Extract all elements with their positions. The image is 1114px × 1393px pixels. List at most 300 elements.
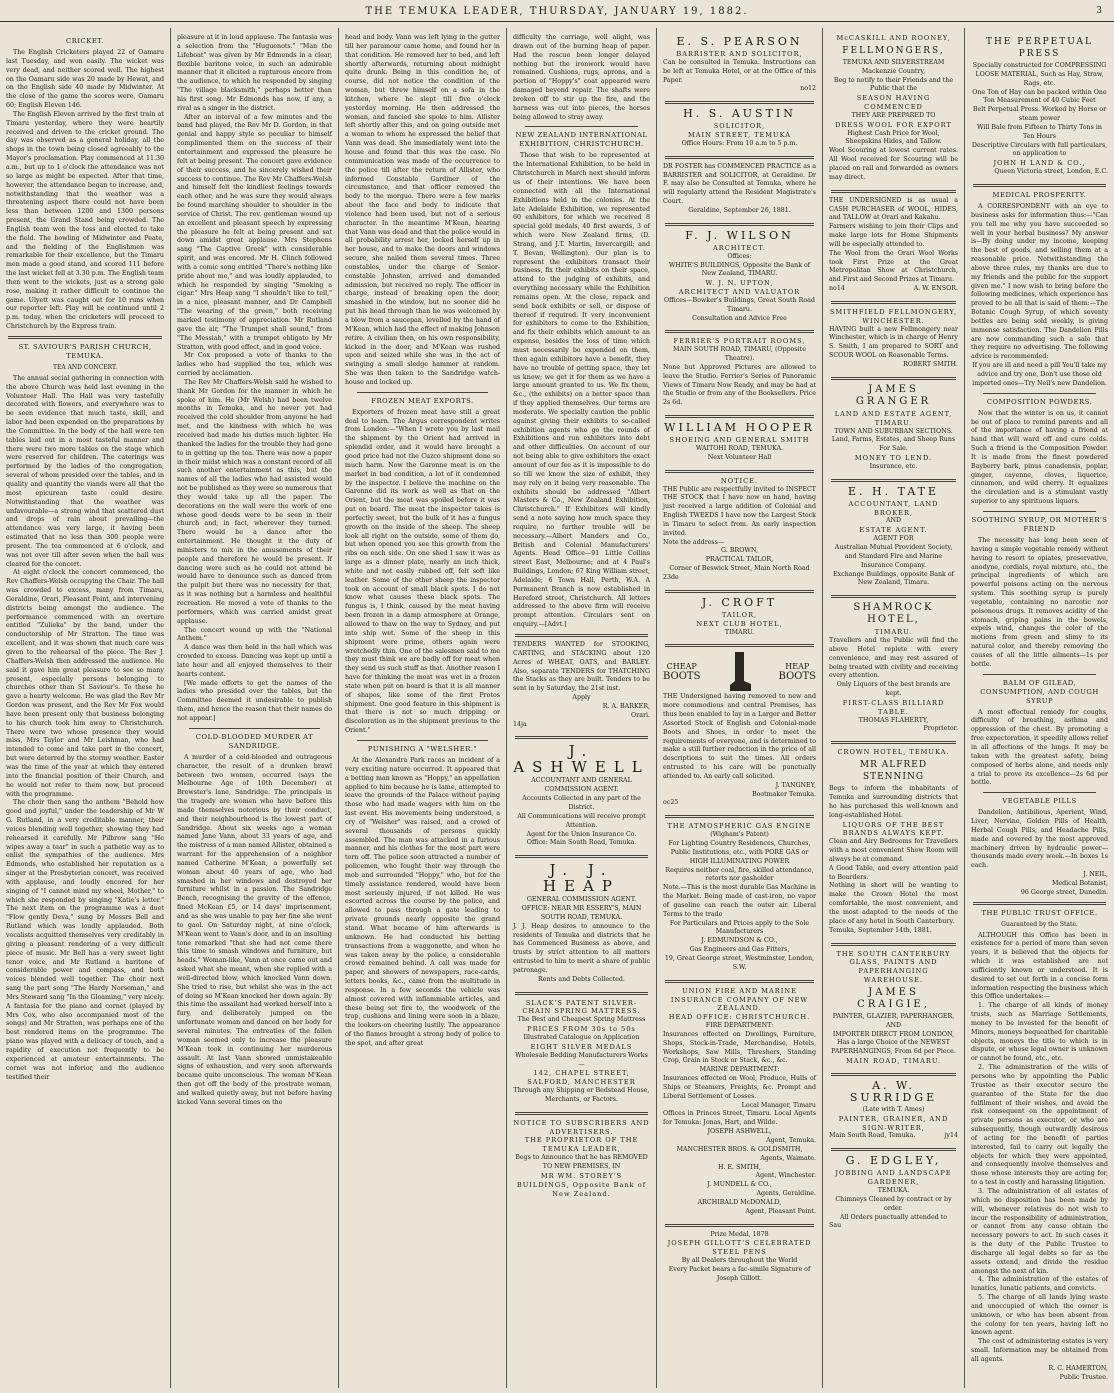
slack-ad: [513, 999, 650, 1108]
article-paragraph: 3. The administration of all estates of which no disposition has been made by will, whenever relatives do not wish to incur the responsibility of administration, or cannot from any cause obtain the necessary powers to act. In such cases it is the duty of the Public Trustee to discharge all legal debts so far as the assets extend, and divide the residue amongst the next of kin.: [971, 1187, 1108, 1275]
ad-text: Apply: [572, 694, 591, 702]
article-paragraph: A most effectual remedy for coughs, difficulty of breathing, asthma and oppression of the chest. By promoting a free expectoration, it speedily allows relief in all affections of the lungs. It may be taken with the greatest safety, being composed of herbs alone, and needs only a trial to prove its excellence—2s 6d per bottle.: [971, 708, 1108, 787]
granger-ad: [829, 384, 958, 475]
ad-name: G. BROWN,: [721, 547, 758, 555]
ad-text: Farmers wishing to join their Clips and make large lots for Home Shipments will be especially attended to.: [829, 223, 958, 248]
ad-text: HAVING built a new Fellmongery near Winchester, which is in charge of Henry S. Smith, I am prepared to SORT and SCOUR WOOL on Reasonable Terms.: [829, 325, 958, 360]
divider: [665, 1224, 814, 1227]
ad-text: JOBBING AND LANDSCAPE GARDENER,: [835, 1169, 952, 1187]
ad-text: Agents, Geraldine.: [756, 1190, 816, 1198]
ad-text: 96 George street, Dunedin.: [1020, 888, 1108, 896]
divider: [665, 330, 814, 333]
ad-text: Can be consulted in Temuka. Instructions can be left at Temuka Hotel, or at the Office of this Paper.: [663, 58, 816, 84]
ad-text: TIMARU.: [874, 628, 913, 637]
ad-text: Chimneys Cleaned by contract or by order.: [835, 1195, 952, 1212]
ad-text: Note.—This is the most durable Gas Machine in the Market. Being made of cast-iron, no vapor of gasoline can reach the outer air. Liberal Terms to the trade: [663, 884, 816, 918]
ad-text: Queen Victoria street, London, E.C.: [994, 168, 1108, 176]
union-insurance-ad: [663, 987, 816, 1220]
ad-title: MR ALFRED STENNING: [859, 760, 928, 783]
ad-name: ROBERT SMITH.: [903, 361, 958, 368]
ad-title: THE SOUTH CANTERBURY: [836, 949, 951, 958]
ad-title: JAMES CRAIGIE,: [857, 986, 930, 1010]
article-paragraph: head and body. Vann was left lying in the gutter till her paramour came home, and found her in that condition. He removed her to bed, and left shortly afterwards, returning about midnight quite drunk. Being in this condition he, of course, did not notice the condition of the woman, but threw himself on a sofa in the kitchen, where he slept till five o'clock yesterday morning. He then addressed the woman, and fancied she spoke to him. Allister left shortly after this, and on going outside met a woman to whom he expressed the belief that Vann was dead. She immediately went into the house and found that this was the case. No communication was made of the occurrence to the police till after the return of Allister, who informed Constable Gardiner of the circumstance, and that officer removed the body to the morgue. There were a few marks about the face and body to indicate that violence had been used, but not of a serious character. In the meantime M'Kean, hearing that Vann was dead and that the police would in all probability arrest her, locked herself up in her house, and to make the doors and windows secure, she nailed them several times. Three constables, under the charge of Senior-constable Johnston, arrived and demanded admission, but received no reply. The officer in charge, instead of breaking open the door, smashed in the window, but no sooner did he put his head through than he was welcomed by a blow from a saucepan, levelled by the hand of M'Kean, which had the effect of making Johnson retire. A civilian then, on his own responsibility, kicked in the door, and M'Kean was rushed upon and seized while she was in the act of swinging a small sledge hammer at random. She was then taken to the Sandridge watch-house and locked up.: [345, 34, 500, 386]
article-paragraph: Exporters of frozen meat have still a great deal to learn. The Argus correspondent writes from London:—"When I wrote you by last mail the shipment by the Orient had arrived in splendid order, and it would have brought a good price had not the Cuzco shipment done so much harm. Now the Garonne meat is on the market in bad condition, a lot of it condemned by the inspector. I believe the machine on the Garonne did its work as well as that on the Orient, but the meat was spoiled before it was put on board. The meat the inspector takes is perfectly sweet, but the bulk of it has a fungus growth on the inside of the sheep. The sheep look all right on the outside, some of them do, but when opened you see this growth from the ribs on each side. On one shed I saw it was as large as a dinner plate, nearly an inch thick, white and not easily rubbed off, felt soft like leather. Some of the other sheep the inspector took on account of small black spots. I do not know what causes these black spots. The fungus is, I think, caused by the meat having been frozen in a damp atmosphere at Orange, allowed to thaw on the way to Sydney, and put into ship wet. Some of the sheep in this shipment were prime, others again were wretchedly thin. One of the salesmen said to me they must think we are badly off for meat when they send us such stuff as that. Another reason I have for thinking the meat was wet in a frozen state when put on board is that it is all manner of shapes, like some of the first Protos shipment. One good feature in this shipment is that there is not so much dripping or discoloration as in the shipment previous to the Orient.": [345, 408, 501, 735]
divider: [357, 392, 488, 393]
ad-name: J. EDMUNDSON & CO.,: [701, 937, 778, 945]
column-1: [0, 24, 170, 1393]
divider: [665, 101, 814, 104]
ad-text: TAILOR,: [721, 610, 758, 619]
ad-text: The Wool from the Orari Wool Works took First Prize at the Great Metropolitan Show at Christchurch, and First and Second Prizes at Timaru.: [829, 249, 958, 284]
divider: [831, 190, 956, 193]
ad-text: Insurances effected on Wool, Produce, Hulls of Ships or Steamers, Freights, &c. Prompt and Liberal Settlement of Losses.: [663, 1075, 816, 1100]
columns: [0, 24, 1114, 1393]
ad-text: FIRST-CLASS BILLIARD TABLE.: [842, 698, 945, 716]
ad-text: TEMUKA AND SILVERSTREAM: [842, 58, 945, 66]
ad-text: MARINE DEPARTMENT:: [699, 1066, 780, 1074]
article-paragraph: 2. The administration of the wills of persons who by appointing the Public Trustee as their executor secure the guarantee of the State for the due fulfilment of their wishes, and avoid the risk consequent on the appointment of private persons as executor, or who are subsequently, though outwardly desirous of acting for the benefit of parties interested, fail to carry out legally the objects for which they were appointed, and consequently involve themselves and those whose interests they are acting for, to a test in costly and harassing litigation.: [971, 1064, 1108, 1187]
page-number: 3: [1096, 6, 1102, 16]
ad-text: Agents, Waimate.: [760, 1154, 816, 1162]
ad-title: J. ASHWELL: [513, 742, 650, 777]
ad-title: J. J. HEAP: [543, 861, 620, 896]
ad-text: Highest Cash Price for Wool, Sheepskins Hides, and Tallow.: [845, 129, 942, 146]
column-4: [507, 24, 656, 1393]
exhibition-heading: NEW ZEALAND INTERNATIONAL EXHIBITION, CHRISTCHURCH.: [515, 131, 648, 149]
divider: [515, 1112, 648, 1115]
boot-icon: [727, 651, 753, 693]
ad-text: DR FOSTER has COMMENCED PRACTICE as a BARRISTER and SOLICITOR, at Geraldine. Dr F. may also be Consulted at Temuka, where he will regularly attend the Resident Magistrate's Court.: [663, 162, 816, 206]
ad-text: IMPORTER DIRECT FROM LONDON, Has a large Choice of the NEWEST PAPERHANGINGS, From 6d per Piece.: [831, 1030, 956, 1056]
divider: [665, 415, 814, 418]
divider: [515, 992, 648, 995]
masthead: [0, 0, 1114, 22]
ad-text: TIMARU.: [724, 628, 755, 636]
ad-text: WAITOHI ROAD, TEMUKA.: [695, 445, 784, 452]
ad-title: A. W. SURRIDGE: [849, 1078, 938, 1104]
hooper-ad: [663, 422, 816, 466]
article-paragraph: At eight o'clock the concert commenced, the Rev Chaffers-Welsh occupying the Chair. The hall was crowded to excess, many from Timaru, Geraldine, Orari, Pleasant Point, and intervening districts being amongst the audience. The performance commenced with an overture entitled "Zulieka" by the band, under the conductorship of Mr Stratton. The time was excellent, and it was shown that much care was given to the rehearsal of the piece. The Rev J. Chaffers-Welsh then addressed the audience. He said it gave him great pleasure to see so many present, especially persons belonging to churches other than St Saviour's. To these he gave a hearty welcome. He was glad the Rev Mr Gordon was present, and the Rev Mr Fox would have been present only that business belonging to his church took him away to Christchurch. There were two whose presence they would miss, Mrs Taylor and Mr Leishman, who had intended to come and take part in the concert, but were deterred by the stormy weather. Easter was the time of the year at which they entered into the financial position of their Church, and he would not refer to them now, but proceed with the programme.: [6, 569, 164, 798]
edgley-ad: [829, 1155, 958, 1234]
column-3: [339, 24, 506, 1393]
public-trust-subheading: Guaranteed by the State.: [1001, 920, 1078, 928]
divider: [665, 590, 814, 593]
murder-heading: COLD-BLOODED MURDER AT SANDRIDGE.: [195, 732, 314, 750]
ad-name: J. MUNDELL & CO.,: [707, 1181, 772, 1189]
ashwell-ad: [513, 743, 650, 851]
ad-text: MR WM. STOREY'S BUILDINGS, Opposite Bank of New Zealand.: [516, 1171, 647, 1198]
ad-ref: jy14: [944, 1132, 958, 1140]
ad-text: Illustrated Catalogue on Application: [523, 1034, 640, 1041]
article-paragraph: The English Eleven arrived by the first train at Timaru yesterday, where they were heartily received and driven to the cricket ground. The day was observed as a general holiday, all the shops in the town being closed agreeably to the Mayor's proclamation. Play commenced at 11.30 a.m., but up to 1 o'clock the attendance was not so large as might be expected. After that time, however, the attendance began to increase, and, notwithstanding that the weather was a threatening aspect there could not have been less than between 1200 and 1300 persons present, the Grand Stand being crowded. The English team won the toss and elected to take the field. The bowling of Midwinter and Peate, and the fielding of the Englishmen was remarkable for their excellence, but the Timaru men made a good stand, and scored 111 before the last wicket fell at 3.30 p.m. The English team then went to the wickets, just as a strong gale rose, making it rather difficult to continue the game. Ulyett was caught out for 10 runs when our reporter left. Play will be continued until 2 p.m. today, when the cricketers will proceed to Christchurch by the Express train.: [6, 110, 164, 331]
cricket-heading: CRICKET.: [66, 37, 104, 45]
divider: [983, 674, 1096, 675]
ad-text: PAINTER, GRAINER, AND SIGN-WRITER,: [838, 1114, 949, 1132]
ad-text: NEXT CLUB HOTEL,: [696, 619, 783, 628]
ad-text: Agent, Temuka.: [766, 1137, 816, 1144]
divider: [831, 377, 956, 380]
ad-text: Main South Road, Temuka.: [829, 1132, 916, 1140]
ad-text: For Lighting Country Residences, Churches, Public Institutions, etc., with PORE GAS or HIGH ILLUMINATING POWER: [668, 840, 811, 865]
smithfield-ad: [829, 308, 958, 373]
divider: [665, 470, 814, 473]
article-paragraph: At the Alexandra Park races an incident of a very exciting nature occurred. It appeared that a betting man known as "Hoppy," an appellation applied to him because he is lame, attempted to leave the grounds of the Palace without paying those who had made wagers with him on the last event. His movements being understood, a cry of "Welsher" was raised, and a crowd of several thousands of persons quickly assembled. The man was attacked in a furious manner, and his clothes for the most part were torn off. The police soon attracted a number of policemen, who fought their way through the mob and surrounded "Hoppy," who, but for the timely assistance rendered, would have been most seriously injured, if not killed. He was escorted across the course by the police, and allowed to pass through a gate leading to private grounds nearly opposite the grand stand. What became of him afterwards is unknown. He had conducted his betting transactions from a waggonette, and when he was taken away by the police, a considerable crowd remained behind. A call was made for paper, and showers of newspapers, race-cards, letters books, &c., came from the multitude in response. In a few seconds the vehicle was almost covered with inflammable articles, and these being set fire to, the woodwork of the trap, cushions and lining were soon in a blaze, the lookers-on cheering lustily. The appearance of the flames brought a strong body of police to the spot, and after great: [345, 756, 500, 1047]
ad-text: THE PROPRIETOR OF THE TEMUKA LEADER,: [524, 1136, 639, 1154]
church-subheading: TEA AND CONCERT.: [52, 364, 118, 371]
divider: [357, 740, 488, 741]
ad-title: THE ATMOSPHERIC GAS ENGINE: [667, 822, 812, 831]
ad-text: 142, CHAPEL STREET, SALFORD, MANCHESTER: [527, 1069, 636, 1087]
ad-text: Beg to notify to their Friends and the Public that the: [833, 76, 954, 93]
ad-text: HEAD OFFICE: CHRISTCHURCH.: [668, 1013, 811, 1022]
ad-name: R. A. BARKER,: [602, 702, 650, 710]
ad-name: H. E. SMITH,: [717, 1163, 762, 1171]
ad-text: THE Undersigned having removed to new and more commodious and central Premises, has thus been enabled to lay in a Larger and Better Assorted Stock of English and Colonial-made Boots and Shoes, in order to meet the requirements of everyone, and is determined to make a still further reduction in the price of all descriptions to suit the times. All orders entrusted to his care will be punctually attended to. An early call solicited.: [663, 693, 816, 780]
ad-text: Medical Botanist,: [1051, 879, 1108, 887]
ad-text: Through any Shipping or Bedstead House, Merchants, or Factors.: [513, 1087, 650, 1103]
ad-text: EIGHT SILVER MEDALS: [530, 1042, 633, 1051]
ad-text: (Wigham's Patent): [710, 831, 769, 839]
ad-text: SEASON HAVING COMMENCED: [856, 94, 931, 112]
ad-text: Travellers and the Public will find the above Hotel replete with every convenience, and may rest assured of being treated with civility and receiving every attention.: [829, 637, 958, 680]
column-7: [965, 24, 1114, 1393]
ad-text: Will Bale from Fifteen to Thirty Tons in Ten Hours: [977, 123, 1102, 140]
ad-text: MONEY TO LEND.: [854, 454, 933, 463]
article-paragraph: The concert wound up with the "National Anthem.": [177, 626, 332, 643]
ad-text: Agent, Winchester.: [755, 1172, 816, 1180]
article-paragraph: difficulty the carriage, well alight, was drawn out of the burning heap of paper. Had the rescue been longer delayed nothing but the ironwork would have remained. Cushions, rugs, aprons, and a portion of "Hoppy's" coat appeared were damaged beyond repair. The shafts were broken off to stir up the fire, and the harness was cut into pieces, the horses being allowed to stray away.: [513, 34, 650, 121]
article-paragraph: After an interval of a few minutes and the band had played, the Rev Mr D. Gordon, in that genial and happy style so peculiar to himself complimented them on the success of their entertainment and expressed the pleasure he felt at being present. The concert gave evidence of their success, and he sincerely wished their success to continue. The Rev Mr Chaffers-Welsh and himself felt the kindliest feelings towards each other, and he was sure they would always be found marching shoulder to shoulder in the service of Christ. The rev. gentleman wound up an excellent and pleasant speech by expressing the pleasure he felt at being present and sat down amidst great applause. Mrs Stephens sang "The Captive Greek" with considerable spirit, and was encored. Mr H. Clinch followed with a comic song entitled "There's nothing like pride about me," and was loudly applauded, to which he responded by singing "Smoking a cigar." Mrs Heap sang "I shouldn't like to tell," in a nice, pleasant manner, and Dr Campbell "The wearing of the green," both receiving marked testimony of appreciation. Mr Rutland gave the air, "The Trumpet shall sound," from "The Messiah," with a trumpet obligato by Mr Stratton, with good effect, and in good voice.: [177, 113, 332, 351]
article-paragraph: The Rev Mr Chaffers-Welsh said he wished to thank Mr Gordon for the manner in which he spoke of him. He (Mr Welsh) had been twelve months in Temuka, and he never yet had received the cold shoulder from anyone he had met, and the kindness with which he was received had made his duties much lighter. He thanked the ladies for the trouble they had gone to in getting up the tea. There was now a paper in their midst which was a constant record of all such another entertainment as this, but the names of all the ladies who had assisted would not be published as they were so numerous that they would take up all the paper. The decorations on the wall were the work of one whose good deeds were to be seen in their church and, in fact, wherever they turned. There would be a dance after the entertainment. He thought it the duty of ministers to mix in the amusements of their people and therefore he would be present. If dancing were such as he could not attend he would have to denounce such as danced from the pulpit but there was no necessity for that, as it was nothing but a harmless and healthful recreation. He moved a vote of thanks to the performers, which was carried amidst great applause.: [177, 378, 332, 625]
ad-text: THE Public are respectfully invited to INSPECT THE STOCK that I have now on hand, having just received a large addition of Colonial and English TWEEDS I have now the Largest Stock in Timaru to select from. An early inspection invited.: [663, 485, 816, 537]
ad-name: A. W. ENSOR.: [913, 285, 958, 293]
divider: [983, 393, 1096, 394]
austin-ad: [663, 108, 816, 152]
ad-title: FERRIER'S PORTRAIT ROOMS,: [673, 337, 806, 346]
article-paragraph: 5. The charge of all lands lying waste and unoccupied of which the owner is unknown, or who has been absent from the colony for ten years, having left no known agent.: [971, 1294, 1108, 1337]
ad-text: PRICES FROM 30s to 50s: [527, 1025, 636, 1034]
ad-text: GLASS, PAINTS AND PAPERHANGING WAREHOUSE.: [849, 958, 938, 985]
ad-text: BARRISTER AND SOLICITOR,: [676, 50, 803, 58]
ad-title: NOTICE TO SUBSCRIBERS AND ADVERTISERS.: [513, 1118, 650, 1136]
ad-title: JOSEPH GILLOTT'S CELEBRATED STEEL PENS: [667, 1239, 812, 1257]
ad-name: W. J. N. UPTON,: [705, 279, 774, 288]
pearson-ad: [663, 36, 816, 97]
ad-title: NOTICE.: [720, 476, 759, 485]
masthead-title: THE TEMUKA LEADER, THURSDAY, JANUARY 19, 1882.: [365, 6, 749, 17]
composition-heading: COMPOSITION POWDERS.: [986, 397, 1093, 406]
article-paragraph: A CORRESPONDENT with an eye to business asks for information thus:—"Can you tell me why you have succeeded so well in your herbal business? My answer is—By doing under my income, keeping the best of goods, and selling them at a reasonable price. Notwithstanding the above three rules, my thanks are due to my friends and the public for the support given me." I now wish to bring before the following medicines, which experience has proved to be all that is said of them:—The Botanic Cough Syrup, of which seventy bottles are being sold weekly, is giving immense satisfaction. The Dandelion Pills are now commanding such a sale that they require no advertising. The following advice is recommended:: [971, 202, 1108, 361]
divider: [189, 728, 320, 729]
divider: [665, 644, 814, 647]
divider: [8, 336, 162, 339]
article-paragraph: The cost of administering estates is very small. Information may be obtained from all agents.: [971, 1338, 1108, 1363]
ad-text: Offices—Bowker's Buildings, Great South Road Timaru.: [664, 296, 815, 313]
boots-ad: [663, 651, 816, 811]
ad-name: THOMAS FLAHERTY,: [858, 716, 929, 724]
ad-text: Bootmaker Temuka.: [751, 790, 816, 798]
ad-text: Descriptive Circulars with full particulars, on application to: [971, 141, 1108, 158]
divider: [665, 156, 814, 159]
ad-text: MAIN STREET, TEMUKA: [687, 131, 792, 140]
shamrock-ad: [829, 602, 958, 737]
article-paragraph: 4. The administration of the estates of lunatics, lunatic patients, and convicts.: [971, 1276, 1108, 1293]
ad-text: MAIN ROAD, TIMARU.: [846, 1057, 941, 1066]
ad-text: For Particulars and Prices apply to the Sole Manufacturers: [669, 919, 810, 936]
ad-name: R. C. HAMERTON,: [1048, 1364, 1108, 1372]
divider: [831, 301, 956, 304]
ad-text: ESTATE AGENT.: [859, 526, 928, 535]
ad-title: F. J. WILSON: [685, 228, 794, 242]
ad-text: By all Dealers throughout the World: [681, 1257, 798, 1265]
boots-label: BOOTS: [663, 671, 701, 683]
ad-text: Proprietor.: [923, 725, 958, 733]
ad-text: Office: Main South Road, Temuka.: [526, 839, 637, 847]
ad-text: Local Manager, Timaru: [741, 1101, 816, 1109]
ad-footer: [829, 1132, 958, 1141]
boots-right: [779, 662, 816, 682]
divider: [665, 223, 814, 226]
ad-text: SHOEING AND GENERAL SMITH: [669, 436, 810, 445]
column-2: [171, 24, 338, 1393]
ad-text: Agent, Pleasant Point.: [745, 1207, 816, 1215]
ad-text: Land, Farms, Estates, and Sheep Runs For Sale.: [831, 436, 956, 453]
ad-text: THEY ARE PREPARED TO: [851, 111, 936, 119]
ad-ref: oc25: [663, 799, 679, 807]
ad-title: SHAMROCK HOTEL,: [853, 602, 934, 626]
divider: [831, 943, 956, 946]
ad-text: PRACTICAL TAILOR,: [705, 556, 774, 564]
boots-label: HEAP: [785, 662, 810, 672]
article-verse: If you are ill and need a pill You'll take my advice and try one, Don't use those old imported ones—Try Neil's new Dandelion.: [972, 362, 1107, 387]
ad-text: J. J. Heap desires to announce to the residents of Temuka and districts that he has Commenced Business as above, and trusts by strict attention to all matters entrusted to him to merit a share of public patronage.: [513, 922, 650, 974]
ad-text: PAINTER, GLAZIER, PAPERHANGER, AND: [832, 1012, 955, 1029]
ad-ref: 23de: [663, 573, 679, 581]
church-heading: ST. SAVIOUR'S PARISH CHURCH, TEMUKA.: [18, 343, 152, 360]
ad-text: One Ton of Hay can be packed within One Ton Measurement of 40 Cubic Feet: [972, 88, 1107, 105]
ad-ref: no12: [800, 85, 816, 93]
soothing-heading: SOOTHING SYRUP, OR MOTHER'S FRIEND: [971, 515, 1108, 533]
ad-text: Prize Medal, 1878: [710, 1230, 769, 1238]
article-paragraph: A dance was then held in the hall which was crowded to excess. Dancing was kept up until a late hour and all enjoyed themselves to their hearts content.: [177, 644, 332, 678]
divider: [831, 595, 956, 598]
ad-text: WHITE'S BUILDINGS, Opposite the Bank of New Zealand, TIMARU.: [668, 261, 811, 278]
ad-text: Public Trustee.: [1059, 1373, 1108, 1381]
ad-title: FELLMONGERS,: [842, 45, 945, 56]
croft-ad: [663, 597, 816, 641]
ad-footer: [829, 285, 958, 294]
ad-text: AND: [885, 517, 902, 525]
ad-text: DRESS WOOL FOR EXPORT: [835, 120, 952, 129]
ad-text: 19, Great George street, Westminster, London, S.W.: [664, 954, 815, 971]
ad-ref: 14ja: [513, 720, 527, 728]
column-5: [657, 24, 822, 1393]
heap-ad: [513, 862, 650, 987]
ad-title: H. S. AUSTIN: [683, 107, 796, 121]
ad-text: ARCHITECT AND VALUATOR: [678, 288, 801, 297]
ad-title: SLACK'S PATENT SILVER-CHAIN SPRING MATTRESS.: [522, 998, 641, 1016]
boots-header: [663, 651, 816, 693]
ad-text: GENERAL COMMISSION AGENT.: [526, 896, 637, 904]
frozen-meat-heading: FROZEN MEAT EXPORTS.: [371, 396, 474, 405]
ad-text: None but Approved Pictures are allowed to leave the Studio. Ferrier's Series of Panoramic Views of Timaru Now Ready, and may be had at the Studio or from any of the Booksellers. Price 2s 6d.: [663, 363, 816, 407]
divider: [665, 980, 814, 983]
ad-text: Offices:: [727, 252, 752, 260]
article-paragraph: A murder of a cold-blooded and outrageous character, the result of a drunken brawl between two women, occurred (says the Melbourne Age of 10th December) at Brewster's lane, Sandridge. The principals in the tragedy are women who have before this made themselves notorious by their conduct, and their neighbourhood is the lowest part of Sandridge. About six weeks ago a woman named Jane Vann, about 33 years of age, and the mistress of a man named Allister, obtained a warrant for the apprehension of a neighbor named Catherine M'Kean, a powerfully set woman about 40 years of age, who had smashed in her windows and destroyed her furniture whilst in a passion. The Sandridge Bench, recognising the gravity of the offence, fined McKean £5, or 14 days' imprisonment, and as she was unable to pay her fine she went to gaol. On Saturday night, at nine o'clock, M'Kean went to Vann's door, and in an insulting tone remarked "that she had not come there this time to smash windows and furniture, but heads." Woman-like, Vann at once came out and asked what she meant, when she replied with a well-directed blow, which knocked Vann down. She tried to rise, but whilst she was in the act of doing so M'Kean knocked her down again. By this time the assailant had worked herself into a fury, and deliberately jumped on the unfortunate woman and danced on her body for several minutes. The entreaties of the fallen woman seemed only to increase the pleasure M'Kean took in continuing her murderous assault. At last Vann showed unmistakeable signs of exhaustion, and very soon afterwards became quite unconscious. The woman M'Kean then got off the body of the prostrate woman, and walked quietly away, but not before having kicked Vann several times on the: [177, 753, 332, 1106]
ad-name: JOHN H LAND & CO.,: [993, 159, 1086, 168]
ad-title: G. EDGLEY,: [845, 1154, 942, 1168]
divider: [525, 126, 638, 127]
notice-ad: [513, 1119, 650, 1202]
article-paragraph: The annual social gathering in connection with the above Church was held last evening in the Volunteer Hall. The Hall was very tastefully decorated with flowers, and everywhere was to be seen evidence that much taste, skill, and labor had been expended on the preparations by the Committee. In the body of the hall were ten tables laid out in a most tasteful manner and there were two more tables on the stage which were reserved for children. The caterings was performed by the ladies of the congregation, several of whom presided over the tables, and in quality and quantity the viands were all that the most epicurean taste could desire. Notwithstanding that the weather was unfavourable—a strong wind that scattered dust and drops of rain about prevailing—the attendance was very large, it having been estimated that no less than 300 people were present. The tea commenced at 6 o'clock, and was not over till after seven when the hall was cleared for the concert.: [6, 374, 164, 568]
ad-text: Every Packet bears a fac-simile Signature of Joseph Gillott.: [668, 1265, 811, 1282]
article-paragraph: The necessity has long been seen of having a simple vegetable remedy without having to resort to opiates, preservative, anodyne, cordials, royal mixture, etc., the principal ingredients of which are powerful poisons acting on the nervous system. This soothing syrup is purely vegetable, containing no narcotic nor poisonous drugs. It removes acidity of the stomach, griping pains in the bowels, expels wind, changes the color of the motions from green and slimy to its natural color, and thereby removing the causes of all the little ailments—1s per bottle.: [971, 536, 1108, 668]
ad-name: ARCHIBALD McDONALD,: [697, 1198, 782, 1206]
ad-ref: Sau: [829, 1222, 842, 1230]
ad-text: LAND AND ESTATE AGENT, TIMARU.: [834, 409, 953, 427]
divider: [515, 736, 648, 739]
ad-text: ARCHITECT.: [713, 243, 766, 252]
divider: [831, 741, 956, 744]
ad-text: Exchange Buildings, opposite Bank of New Zealand, Timaru.: [833, 570, 954, 587]
ad-name: J. NEIL,: [1083, 871, 1108, 879]
divider: [831, 479, 956, 482]
ad-text: Wool Scouring at lowest current rates. All Wool received for Scouring will be placed on rail and forwarded as owners may direct.: [829, 147, 958, 181]
ferrier-ad: [663, 337, 816, 411]
tate-ad: [829, 486, 958, 591]
ad-text: Begs to inform the inhabitants of Temuka and surrounding districts that he has purchased this well-known and long-established Hotel.: [829, 785, 958, 819]
ad-text: Clean and Airy Bedrooms for Travellers with a most convenient Show Room will always be at command.: [829, 838, 958, 863]
ad-text: Offices in Princes Street, Timaru. Local Agents for Temuka: Jonas, Hart, and Wilde.: [663, 1110, 816, 1127]
gillott-ad: [663, 1231, 816, 1287]
ad-name: JOSEPH ASHWELL,: [707, 1128, 772, 1136]
divider: [983, 511, 1096, 512]
ad-title: E. H. TATE: [847, 484, 940, 498]
ad-text: Gas Engineers and Gas Fitters,: [689, 946, 790, 954]
boots-label: BOOTS: [778, 671, 816, 683]
article-paragraph: pleasure at it in loud applause. The fantasia was a selection from the "Huguenots." "Man the Lifeboat" was given by Mr Edmonds in a clear, flexible baritone voice, in such an admirable manner that it elicited a rapturous encore from the audience, to which he responded by singing "The village blacksmith," perhaps better than his first song. Mr Edmonds has now, if any, a rival as a singer in the district.: [177, 34, 332, 112]
ad-text: Australian Mutual Provident Society, and Standard Fire and Marine Insurance Company.: [834, 543, 953, 569]
article-paragraph: 1. The charge of all kinds of money trusts, such as Marriage Settlements, money to be invested for the benefit of Minors, moneys bequeathed for charitable objects, moneys the title to which is in dispute, or whose legal owner is unknown or cannot be found, etc., etc.: [971, 1002, 1108, 1063]
ad-text: All Communications will receive prompt Attention.: [517, 812, 646, 829]
article-paragraph: Dandelion, Antibilious, Aperient, Wind, Liver, Nervine, Golden Pills of Health, Herbal Cough Pills, and Headache Pills, made and covered by the most approved machinery driven by hydraulic power—thousands made every week.—In boxes 1s each.: [971, 809, 1108, 870]
ad-text: Next Volunteer Hall: [707, 453, 772, 461]
public-trust-heading: THE PUBLIC TRUST OFFICE.: [981, 908, 1098, 917]
ad-text: Consultation and Advice Free: [692, 314, 787, 322]
mccaskill-ad: [829, 34, 958, 186]
gas-engine-ad: [663, 822, 816, 975]
divider: [973, 184, 1106, 187]
article-paragraph: Those that wish to be represented at the International Exhibition, to be held in Christchurch in March next should inform us of their intentions. We have been connected with all the International Exhibitions held in the colonies. At the late Adelaide Exhibition, we represented 60 exhibitors, for which we received 8 special gold medals, 40 first awards, 3 of which were New Zealand firms, (D. Strang, and J.T. Martin, Invercargill; and T. Bevan, Wellington). Our plan is to represent the exhibitors transact their business, fix their exhibits on their space, attend to the judging of exhibits, and everything necessary while the Exhibition remains open. At the close, repack and send back exhibits or sell, or dispose of thereof if required. It very inconvenient for exhibitors to come to the Exhibition, and fix their exhibits which amount to an expense, besides the loss of time which must necessarily be expended on them, then again exhibitors have a benefit, they have no trouble of getting space, they let us know; we get it for them as we have a large amount granted to us. We fix them, &c., (the exhibits) on a better space than if they applied themselves. Our terms are moderate. We specially caution the public against giving their exhibits to so-called exhibition agents who go the rounds of Exhibitions and run exhibitors into debt and other difficulties. On account of our not being able to give exhibitors the exact amount of our fee as it is impossible to do so till we know the size of exhibit, they may rely on it being very reasonable. The exhibits should be addressed "Albert Masters & Co., New Zealand Exhibition, Christchurch." If Exhibitors will kindly send a note saying how much space they require, no further trouble will be necessary.—Albert Manders and Co., British and Colonial Manufacturers' Agents. Head Office—91 Little Collins street East, Melbourne; and at 4 Paul's Buildings, London; 67 King William street, Adelaide; 6 Town Hall, Perth, W.A. A Permanent Branch is now established in Hereford street, Christchurch. All letters addressed to the above firm will receive prompt attention. Circulars sent on enquiry.—[Advt.]: [513, 152, 650, 629]
surridge-ad: [829, 1080, 958, 1144]
brown-notice-ad: [663, 477, 816, 586]
medical-heading: MEDICAL PROSPERITY.: [992, 190, 1087, 199]
ad-text: Agent for the Union Insurance Co.: [526, 830, 637, 838]
ad-ref: no14: [829, 285, 845, 293]
tender-ad: [513, 641, 650, 732]
gilead-heading: BALM OF GILEAD, CONSUMPTION, AND COUGH SYRUP: [980, 678, 1099, 705]
article-paragraph: ALTHOUGH this Office has been in existence for a period of more than seven years, it is believed that the objects for which it was established are not sufficiently known or understood. It is desired to set out forth in a concise form information respecting the business which this Office undertakes:—: [971, 931, 1108, 1001]
ad-text: OFFICE: NEAR MR ESSERY'S, MAIN SOUTH ROAD, TEMUKA.: [521, 905, 642, 921]
ad-text: Specially constructed for COMPRESSING LOOSE MATERIAL, Such as Hay, Straw, Rags, etc.: [972, 62, 1107, 87]
ad-text: Nothing in short will be wanting to make the Crown Hotel the most comfortable, the most convenient, and the most adapted to the needs of the place of any hotel in South Canterbury.: [829, 882, 958, 925]
ad-name: MANCHESTER BROS. & GOLDSMITH,: [676, 1145, 803, 1153]
ad-text: Temuka, September 14th, 1881.: [829, 926, 932, 934]
foster-ad: [663, 163, 816, 219]
perpetual-press-ad: [971, 36, 1108, 180]
pills-heading: VEGETABLE PILLS: [1002, 797, 1077, 806]
ad-text: The Best and Cheapest Spring Mattress: [517, 1016, 646, 1024]
ad-title: UNION FIRE AND MARINE INSURANCE COMPANY OF NEW ZEALAND.: [670, 986, 809, 1013]
ad-text: Corner of Beswick Street, Main North Road: [669, 565, 810, 573]
ad-text: (Late with T. Ames): [862, 1105, 925, 1113]
ad-text: Only Liquors of the best brands are kept.: [836, 681, 951, 698]
ad-text: Note the address—: [663, 538, 725, 546]
article-paragraph: The English Cricketers played 22 of Oamaru last Tuesday, and won easily. The wicket was very dead, and neither scored well. The highest on the Oamaru side was 20 made by Hewat, and on the English side 40 made by Midwinter. At the close of the game the scores were, Oamaru 60; English Eleven 146.: [6, 49, 164, 110]
divider: [831, 1148, 956, 1151]
ad-text: Mackenzie Country,: [861, 67, 926, 75]
ad-text: All Orders punctually attended to: [839, 1213, 948, 1221]
divider: [831, 1073, 956, 1076]
divider: [515, 855, 648, 858]
article-paragraph: The choir then sang the anthem "Behold how good and joyful," under the leadership of Mr W G. Rutland, in a very creditable manner, their voices blending well together, showing they had rehearsed it carefully. Mr Pilbrow sang "He wipes away a tear" in such a pathetic way as to enlist the sympathies of the audience. Mrs Edmonds, who established her reputation as a singer at the Presbyterian concert, was received with applause, and loudly encored for her singing of "I cannot mind my wheel, Mother," to which she responded by singing "Katie's letter." The next item on the programme was a duet "Flow gently Deva," sung by Messrs Bell and Rutland which was loudly applauded. Both vocalists acquitted themselves very creditably in giving a pleasant rendering of a very difficult piece of music. Mr Bell has a very sweet light tenor voice, and Mr Rutland a baritone of considerable power and compass, and both voices blended well together. The choir next sang the part song "The Hardy Norseman," and Mrs Steward sang "In the Gloaming," very nicely. A fantasia for the piano and cornet (played by Mrs Cox, who also accompanied most of the songs) and Mr Stratton, was perhaps one of the best rendered items on the programme. The piano was played with a delicacy of touch, and a rapidity of execution not frequently to be experienced at amateur entertainments. The cornet was not inferior, and the audience testified their: [6, 799, 164, 1081]
divider: [665, 815, 814, 818]
ad-text: Insurances effected on Dwellings, Furniture, Shops, Stock-in-Trade, Merchandise, Hotels, Workshops, Saw Mills, Threshers, Standing Crop, Grain in Stock or Stack, &c., &c.: [663, 1030, 816, 1065]
ad-text: THE UNDERSIGNED is as usual a CASH PURCHASER of WOOL, HIDES, and TALLOW at Orari and Kakahu.: [829, 196, 958, 222]
ad-title: CROWN HOTEL, TEMUKA.: [837, 748, 950, 757]
divider: [983, 792, 1096, 793]
ad-text: Belt Perpetual Press. Worked by Horse or steam power: [972, 106, 1107, 123]
ad-text: TENDERS WANTED for STOOKING, CARTING, and STACKING about 120 Acres of WHEAT, OATS, and BARLEY. Also, separate TENDERS for THATCHING the Stacks as they are built. Tenders to be sent in by Saturday, the 21st inst.: [513, 641, 650, 693]
ad-title: SMITHFIELD FELLMONGERY, WINCHESTER.: [829, 307, 958, 325]
article-paragraph: [We made efforts to get the names of the ladies who presided over the tables, but the Committee deemed it undesirable to publish them, and hence the reason that their names do not appear.]: [177, 679, 332, 722]
boots-left: [663, 662, 700, 682]
ad-text: ACCOUNTANT, LAND BROKER,: [848, 499, 939, 517]
craigie-ad: [829, 950, 958, 1069]
article-paragraph: Mr Cox proposed a vote of thanks to the ladies who had supplied the tea, which was carried by acclamation.: [177, 352, 332, 378]
crown-hotel-ad: [829, 748, 958, 938]
boots-label: CHEAP: [666, 662, 697, 672]
ad-title: WILLIAM HOOPER: [664, 421, 815, 435]
column-6: [823, 24, 964, 1393]
ad-text: Rents and Debts Collected.: [538, 975, 625, 983]
ad-text: Office Hours: From 10 a.m to 5 p.m.: [681, 139, 798, 147]
ad-text: FIRE DEPARTMENT:: [705, 1022, 774, 1030]
ad-text: Geraldine, September 26, 1881.: [688, 206, 791, 214]
ad-text: Insurance, etc.: [869, 462, 918, 470]
ad-text: LIQUORS OF THE BEST BRANDS ALWAYS KEPT.: [842, 820, 945, 838]
ad-text: Requires neither coal, fire, skilled attendance, retorts nor gasholder: [665, 866, 814, 883]
divider: [515, 634, 648, 637]
ad-text: SOLICITOR,: [713, 122, 766, 131]
ad-text: ACCOUNTANT AND GENERAL COMMISSION AGENT.: [531, 777, 632, 794]
ad-title: McCASKILL AND ROONEY,: [836, 34, 951, 42]
divider: [973, 902, 1106, 905]
ad-title: E. S. PEARSON: [676, 35, 803, 48]
ensor-ad: [829, 197, 958, 297]
ad-title: J. CROFT: [701, 595, 778, 609]
ad-text: Wholesale Bedding Manufacturers Works—: [515, 1051, 648, 1068]
ad-text: Begs to Announce that he has REMOVED TO NEW PREMISES, IN: [515, 1154, 648, 1170]
ad-text: TEMUKA.: [877, 1187, 910, 1194]
ad-text: Orari.: [631, 711, 650, 719]
ad-text: MAIN SOUTH ROAD, TIMARU, (Opposite Theatre).: [673, 346, 806, 363]
welsher-heading: PUNISHING A "WELSHER.": [367, 744, 478, 753]
ad-text: A Good Table, and every attention paid to Boarders.: [829, 864, 958, 881]
ad-title: JAMES GRANGER: [855, 383, 932, 407]
ad-text: Accounts Collected in any part of the District.: [522, 795, 641, 811]
wilson-ad: [663, 230, 816, 327]
